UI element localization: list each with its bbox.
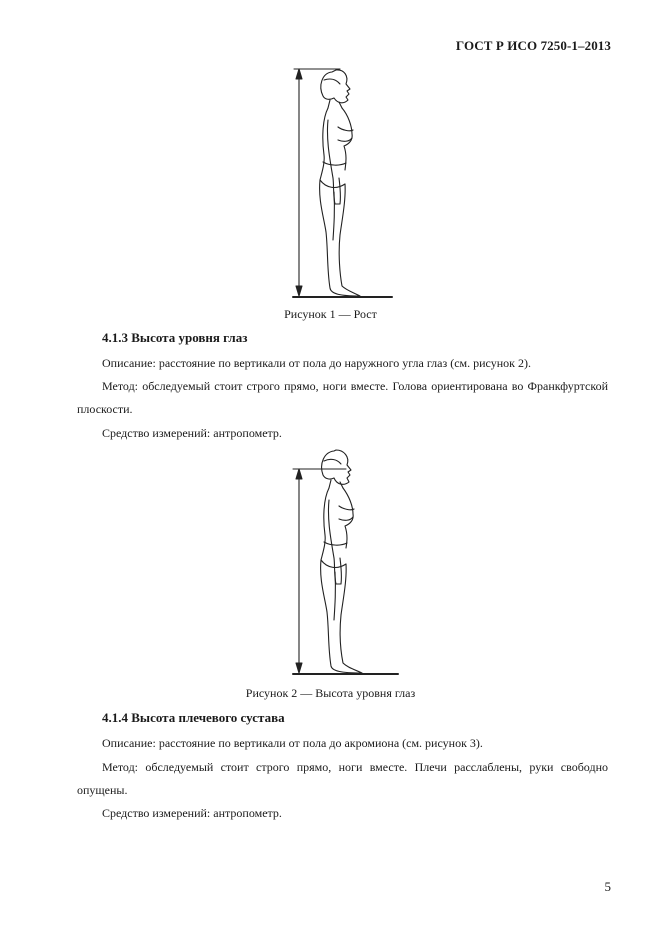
figure-2-caption: Рисунок 2 — Высота уровня глаз (245, 686, 416, 700)
section-4-1-3-description: Описание: расстояние по вертикали от пола до наружного угла глаз (см. рисунок 2). (102, 356, 531, 370)
figure-1-illustration (0, 60, 661, 305)
section-4-1-4-description: Описание: расстояние по вертикали от пола до акромиона (см. рисунок 3). (102, 736, 483, 750)
section-4-1-3-method: Метод: обследуемый стоит строго прямо, ноги вместе. Голова ориентирована во Франкфуртской плоскости. (77, 379, 608, 416)
figure-1-caption: Рисунок 1 — Рост (284, 307, 377, 321)
figure-2 (0, 448, 661, 700)
section-4-1-4-method: Метод: обследуемый стоит строго прямо, ноги вместе. Плечи расслаблены, руки свободно опущены. (77, 760, 608, 797)
standard-header: ГОСТ Р ИСО 7250-1–2013 (455, 38, 611, 53)
figure-2-illustration (0, 448, 661, 680)
section-heading-4-1-3: 4.1.3 Высота уровня глаз (102, 330, 248, 345)
page-number: 5 (604, 879, 611, 894)
section-4-1-3-instrument: Средство измерений: антропометр. (102, 426, 282, 440)
section-4-1-4-instrument: Средство измерений: антропометр. (102, 806, 282, 820)
section-heading-4-1-4: 4.1.4 Высота плечевого сустава (102, 710, 285, 725)
figure-1 (0, 60, 661, 321)
